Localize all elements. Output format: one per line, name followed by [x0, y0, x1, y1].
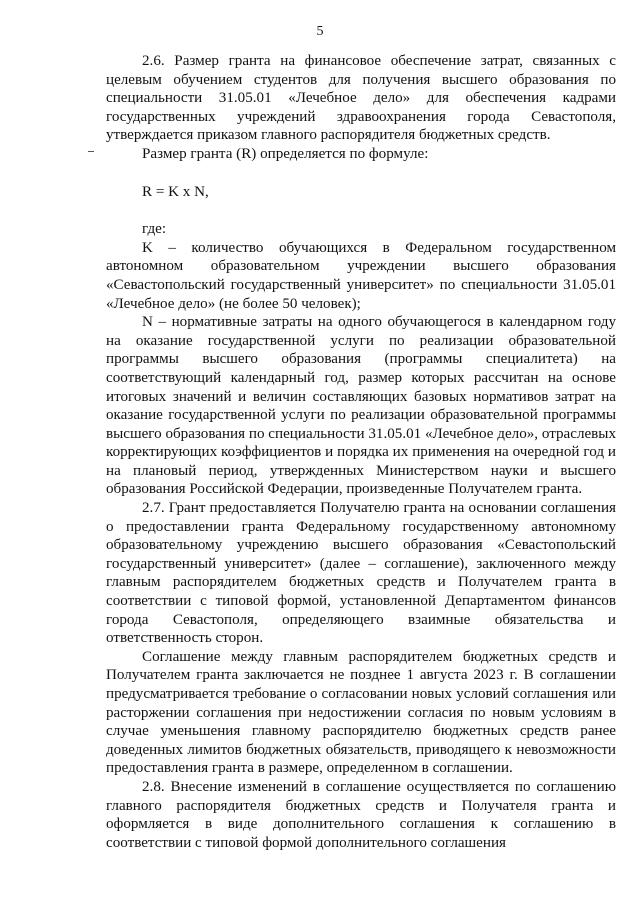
- margin-mark: [88, 151, 94, 152]
- page-number: 5: [316, 24, 324, 39]
- paragraph-2-8: 2.8. Внесение изменений в соглашение осуществляется по соглашению главного распорядителя бюджетных средств и Получателя гранта и оформляется в виде дополнительного соглашения к соглашению в соответствии с типовой формой дополнительного соглашения: [106, 778, 616, 851]
- formula: R = K x N,: [142, 183, 209, 200]
- where-label: где:: [142, 221, 167, 238]
- agreement-paragraph: Соглашение между главным распорядителем бюджетных средств и Получателем гранта заключается не позднее 1 августа 2023 г. В соглашении предусматривается требование о согласовании новых условий соглашения или расторжении соглашения при недостижении согласия по новым условиям в случае уменьшения главному распорядителю бюджетных средств ранее доведенных лимитов бюджетных обязательств, приводящего к невозможности предоставления гранта в размере, определенном в соглашении.: [106, 648, 616, 777]
- paragraph-2-7: 2.7. Грант предоставляется Получателю гранта на основании соглашения о предоставлении гранта Федеральному государственному автономному образовательному учреждению высшего образования «Севастопольский государственный университет» (далее – соглашение), заключенного между главным распорядителем бюджетных средств и Получателем гранта в соответствии с типовой формой, установленной Департаментом финансов города Севастополя, определяющего взаимные обязательства и ответственность сторон.: [106, 500, 616, 647]
- paragraph-2-6: 2.6. Размер гранта на финансовое обеспечение затрат, связанных с целевым обучением студентов для получения высшего образования по специальности 31.05.01 «Лечебное дело» для обеспечения кадрами государственных учреждений здравоохранения города Севастополя, утверждается приказом главного распорядителя бюджетных средств.: [106, 53, 616, 144]
- document-body: [106, 52, 616, 852]
- formula-intro: Размер гранта (R) определяется по формуле:: [142, 145, 429, 162]
- n-definition: N – нормативные затраты на одного обучающегося в календарном году на оказание государственной услуги по реализации образовательной программы высшего образования (программы специалитета) на соответствующий календарный год, размер которых рассчитан на основе итоговых значений и величин составляющих базовых нормативов затрат на оказание государственной услуги по реализации образовательной программы высшего образования по специальности 31.05.01 «Лечебное дело», отраслевых корректирующих коэффициентов и порядка их применения на очередной год и на плановый период, утвержденных Министерством науки и высшего образования Российской Федерации, произведенные Получателем гранта.: [106, 314, 616, 498]
- k-definition: K – количество обучающихся в Федеральном государственном автономном образовательном учреждении высшего образования «Севастопольский государственный университет» по специальности 31.05.01 «Лечебное дело» (не более 50 человек);: [106, 239, 616, 312]
